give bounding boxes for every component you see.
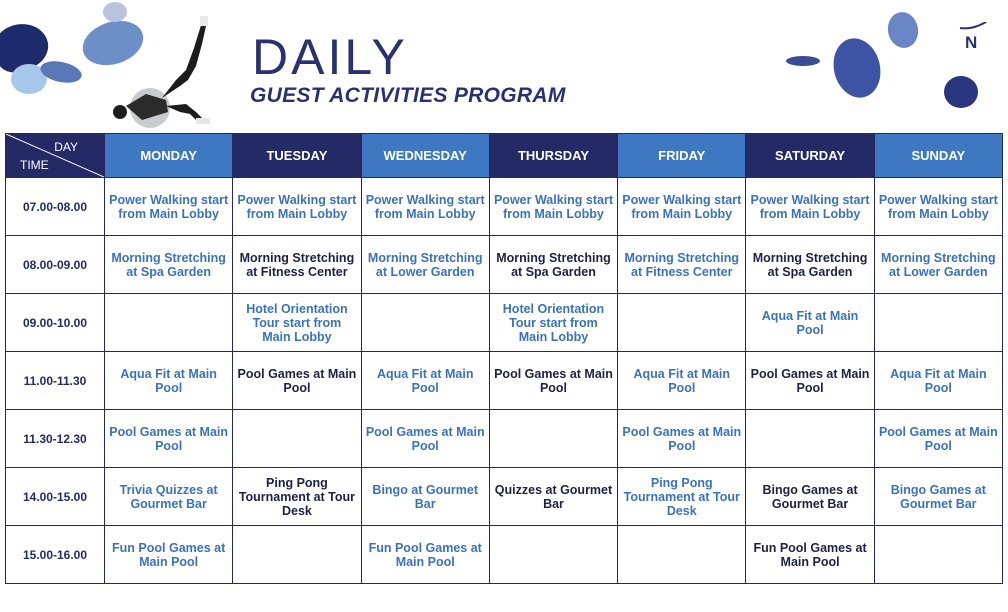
activity-cell: Aqua Fit at Main Pool [746, 294, 874, 352]
day-header-wednesday: WEDNESDAY [361, 134, 489, 178]
activity-cell: Fun Pool Games at Main Pool [105, 526, 233, 584]
activity-cell: Aqua Fit at Main Pool [361, 352, 489, 410]
activity-cell: Power Walking start from Main Lobby [489, 178, 617, 236]
activity-cell: Power Walking start from Main Lobby [361, 178, 489, 236]
table-row [6, 236, 1003, 294]
decor-circle [827, 33, 886, 102]
activity-cell [489, 410, 617, 468]
activity-cell: Fun Pool Games at Main Pool [746, 526, 874, 584]
time-slot: 14.00-15.00 [6, 468, 105, 526]
decor-circle [786, 56, 820, 66]
activity-cell [105, 294, 233, 352]
activity-cell [233, 410, 361, 468]
activity-cell [874, 526, 1002, 584]
header-row [6, 134, 1003, 178]
activity-cell: Trivia Quizzes at Gourmet Bar [105, 468, 233, 526]
time-slot: 07.00-08.00 [6, 178, 105, 236]
activity-cell [233, 526, 361, 584]
activity-cell: Bingo Games at Gourmet Bar [874, 468, 1002, 526]
activity-cell: Hotel Orientation Tour start from Main Lobby [489, 294, 617, 352]
decor-circle [944, 76, 978, 108]
activity-cell [746, 410, 874, 468]
activity-cell: Pool Games at Main Pool [618, 410, 746, 468]
day-header-sunday: SUNDAY [874, 134, 1002, 178]
athlete-illustration [96, 8, 226, 128]
time-slot: 15.00-16.00 [6, 526, 105, 584]
hotel-logo [958, 22, 988, 52]
activity-cell: Aqua Fit at Main Pool [874, 352, 1002, 410]
time-slot: 09.00-10.00 [6, 294, 105, 352]
day-header-thursday: THURSDAY [489, 134, 617, 178]
activity-cell: Morning Stretching at Lower Garden [874, 236, 1002, 294]
activity-cell: Power Walking start from Main Lobby [105, 178, 233, 236]
activity-cell: Power Walking start from Main Lobby [874, 178, 1002, 236]
activity-cell: Fun Pool Games at Main Pool [361, 526, 489, 584]
activity-cell: Morning Stretching at Fitness Center [618, 236, 746, 294]
activity-cell: Hotel Orientation Tour start from Main Lobby [233, 294, 361, 352]
activity-cell [489, 526, 617, 584]
day-header-monday: MONDAY [105, 134, 233, 178]
activity-cell: Morning Stretching at Fitness Center [233, 236, 361, 294]
activity-cell: Power Walking start from Main Lobby [233, 178, 361, 236]
activity-cell: Power Walking start from Main Lobby [618, 178, 746, 236]
table-row [6, 352, 1003, 410]
activity-cell [874, 294, 1002, 352]
activity-cell: Pool Games at Main Pool [489, 352, 617, 410]
activity-cell: Bingo Games at Gourmet Bar [746, 468, 874, 526]
activity-cell: Morning Stretching at Spa Garden [489, 236, 617, 294]
page-subtitle: GUEST ACTIVITIES PROGRAM [250, 84, 566, 107]
activity-cell [618, 294, 746, 352]
day-header-friday: FRIDAY [618, 134, 746, 178]
activity-cell: Pool Games at Main Pool [105, 410, 233, 468]
time-slot: 11.00-11.30 [6, 352, 105, 410]
table-row [6, 178, 1003, 236]
day-header-tuesday: TUESDAY [233, 134, 361, 178]
activity-cell: Pool Games at Main Pool [874, 410, 1002, 468]
decor-circle [885, 10, 921, 51]
activity-cell: Morning Stretching at Spa Garden [105, 236, 233, 294]
time-slot: 08.00-09.00 [6, 236, 105, 294]
table-row [6, 526, 1003, 584]
activity-cell: Ping Pong Tournament at Tour Desk [233, 468, 361, 526]
table-row [6, 410, 1003, 468]
activity-cell: Pool Games at Main Pool [746, 352, 874, 410]
activity-cell: Morning Stretching at Spa Garden [746, 236, 874, 294]
activity-cell: Pool Games at Main Pool [233, 352, 361, 410]
day-header-saturday: SATURDAY [746, 134, 874, 178]
corner-header [6, 134, 105, 178]
logo-letter: N [965, 33, 978, 52]
activity-cell: Pool Games at Main Pool [361, 410, 489, 468]
activity-cell: Bingo at Gourmet Bar [361, 468, 489, 526]
activity-cell [361, 294, 489, 352]
page-title: DAILY [252, 29, 408, 85]
corner-time-label: TIME [20, 158, 49, 172]
activity-cell: Morning Stretching at Lower Garden [361, 236, 489, 294]
time-slot: 11.30-12.30 [6, 410, 105, 468]
activity-cell: Quizzes at Gourmet Bar [489, 468, 617, 526]
activity-cell: Power Walking start from Main Lobby [746, 178, 874, 236]
activities-table [5, 133, 1003, 584]
table-row [6, 294, 1003, 352]
activity-cell [618, 526, 746, 584]
table-row [6, 468, 1003, 526]
activity-cell: Aqua Fit at Main Pool [618, 352, 746, 410]
corner-day-label: DAY [54, 140, 78, 154]
activity-cell: Aqua Fit at Main Pool [105, 352, 233, 410]
activity-cell: Ping Pong Tournament at Tour Desk [618, 468, 746, 526]
